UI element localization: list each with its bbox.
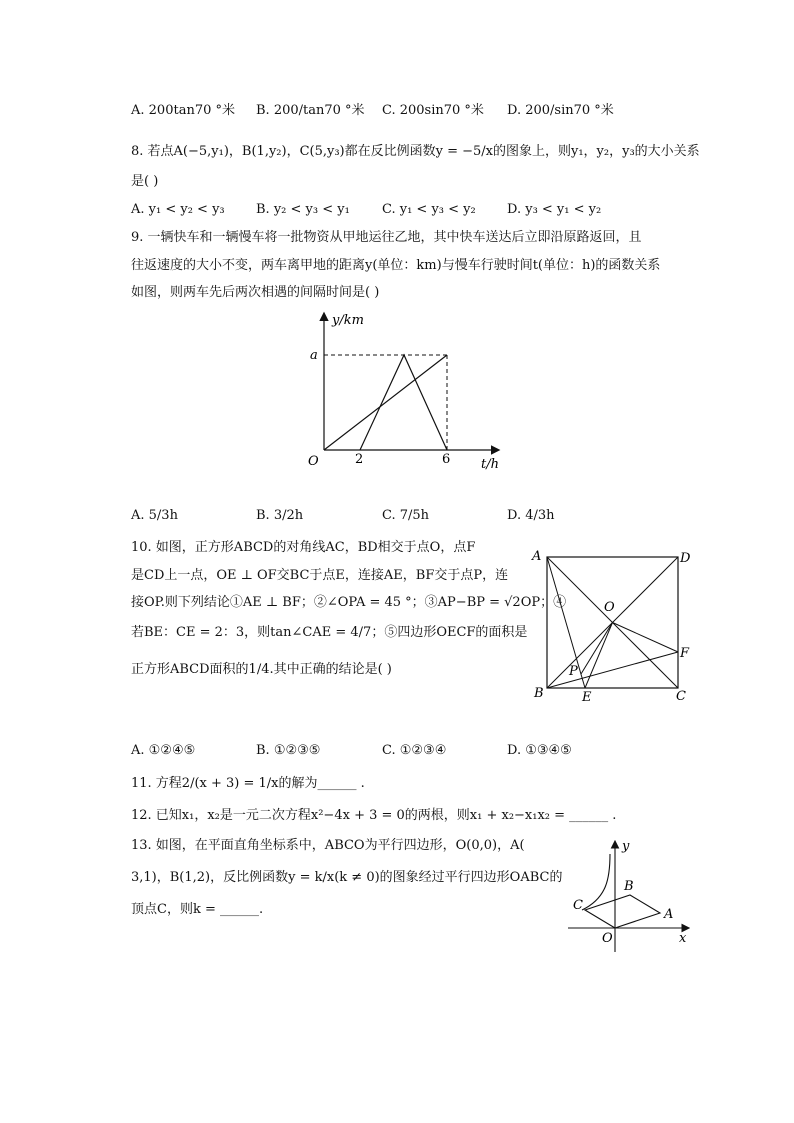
q9-option-b: B. 3/2h xyxy=(256,508,304,523)
hyperbola-curve xyxy=(582,854,610,910)
q7-option-a: A. 200tan70 °米 xyxy=(131,103,235,118)
q9-option-a: A. 5/3h xyxy=(131,508,178,523)
fast-car-line xyxy=(360,355,447,450)
q8-option-a: A. y₁ < y₂ < y₃ xyxy=(131,202,225,217)
tick-label-6: 6 xyxy=(442,452,451,467)
q10-stem-line4: 若BE：CE = 2：3，则tan∠CAE = 4/7；⑤四边形OECF的面积是 xyxy=(131,625,528,640)
q8-stem-line2: 是( ) xyxy=(131,174,159,189)
q9-stem-line3: 如图，则两车先后两次相遇的间隔时间是( ) xyxy=(131,285,380,300)
q13-coordinate-figure xyxy=(560,838,700,953)
label-d: D xyxy=(680,551,691,566)
label-o: O xyxy=(604,600,615,615)
label-b: B xyxy=(534,686,544,701)
a-label: a xyxy=(310,348,318,363)
q11-stem: 11. 方程2/(x + 3) = 1/x的解为______ . xyxy=(131,776,365,791)
q13-stem-line3: 顶点C，则k = ______. xyxy=(131,902,264,917)
q7-option-d: D. 200/sin70 °米 xyxy=(507,103,614,118)
label-a: A xyxy=(664,907,674,922)
q9-stem-line1: 9. 一辆快车和一辆慢车将一批物资从甲地运往乙地，其中快车送达后立即沿原路返回，且 xyxy=(131,230,642,245)
q9-stem-line2: 往返速度的大小不变，两车离甲地的距离y(单位：km)与慢车行驶时间t(单位：h)的函数关系 xyxy=(131,258,661,273)
q8-stem-line1: 8. 若点A(−5,y₁)，B(1,y₂)，C(5,y₃)都在反比例函数y = −5/x的图象上，则y₁，y₂，y₃的大小关系 xyxy=(131,144,700,159)
label-x: x xyxy=(679,931,687,946)
label-c: C xyxy=(573,898,583,913)
y-axis-label: y/km xyxy=(332,313,364,328)
q8-option-c: C. y₁ < y₃ < y₂ xyxy=(382,202,476,217)
q10-option-d: D. ①③④⑤ xyxy=(507,743,572,758)
origin-label: O xyxy=(308,454,319,469)
label-c: C xyxy=(676,689,686,704)
label-o: O xyxy=(602,931,613,946)
q10-stem-line5: 正方形ABCD面积的1/4.其中正确的结论是( ) xyxy=(131,662,392,677)
q10-stem-line3: 接OP.则下列结论①AE ⊥ BF；②∠OPA = 45 °；③AP−BP = √2OP；④ xyxy=(131,595,567,610)
tick-label-2: 2 xyxy=(355,452,364,467)
q8-option-d: D. y₃ < y₁ < y₂ xyxy=(507,202,602,217)
label-a: A xyxy=(532,549,542,564)
segment-op xyxy=(581,623,613,675)
x-axis-label: t/h xyxy=(481,457,499,472)
q13-stem-line2: 3,1)，B(1,2)，反比例函数y = k/x(k ≠ 0)的图象经过平行四边形OABC的 xyxy=(131,870,563,885)
q9-option-d: D. 4/3h xyxy=(507,508,555,523)
q10-stem-line1: 10. 如图，正方形ABCD的对角线AC，BD相交于点O，点F xyxy=(131,540,476,555)
q9-distance-time-graph xyxy=(288,308,508,473)
q7-option-b: B. 200/tan70 °米 xyxy=(256,103,365,118)
slow-car-line xyxy=(324,355,447,450)
q10-option-b: B. ①②③⑤ xyxy=(256,743,321,758)
q8-option-b: B. y₂ < y₃ < y₁ xyxy=(256,202,350,217)
q12-stem: 12. 已知x₁，x₂是一元二次方程x²−4x + 3 = 0的两根，则x₁ + x₂−x₁x₂ = ______ . xyxy=(131,808,617,823)
q10-option-c: C. ①②③④ xyxy=(382,743,447,758)
label-p: P xyxy=(569,664,578,679)
label-y: y xyxy=(622,839,630,854)
q13-stem-line1: 13. 如图，在平面直角坐标系中，ABCO为平行四边形，O(0,0)，A( xyxy=(131,838,525,853)
label-f: F xyxy=(680,646,690,661)
q9-option-c: C. 7/5h xyxy=(382,508,430,523)
q7-option-c: C. 200sin70 °米 xyxy=(382,103,484,118)
q10-stem-line2: 是CD上一点，OE ⊥ OF交BC于点E，连接AE，BF交于点P，连 xyxy=(131,568,509,583)
segment-of xyxy=(613,623,679,653)
label-b: B xyxy=(624,879,634,894)
q10-square-figure xyxy=(528,545,698,710)
q10-option-a: A. ①②④⑤ xyxy=(131,743,196,758)
label-e: E xyxy=(582,690,592,705)
segment-oe xyxy=(585,623,613,689)
segment-bf xyxy=(547,652,678,688)
